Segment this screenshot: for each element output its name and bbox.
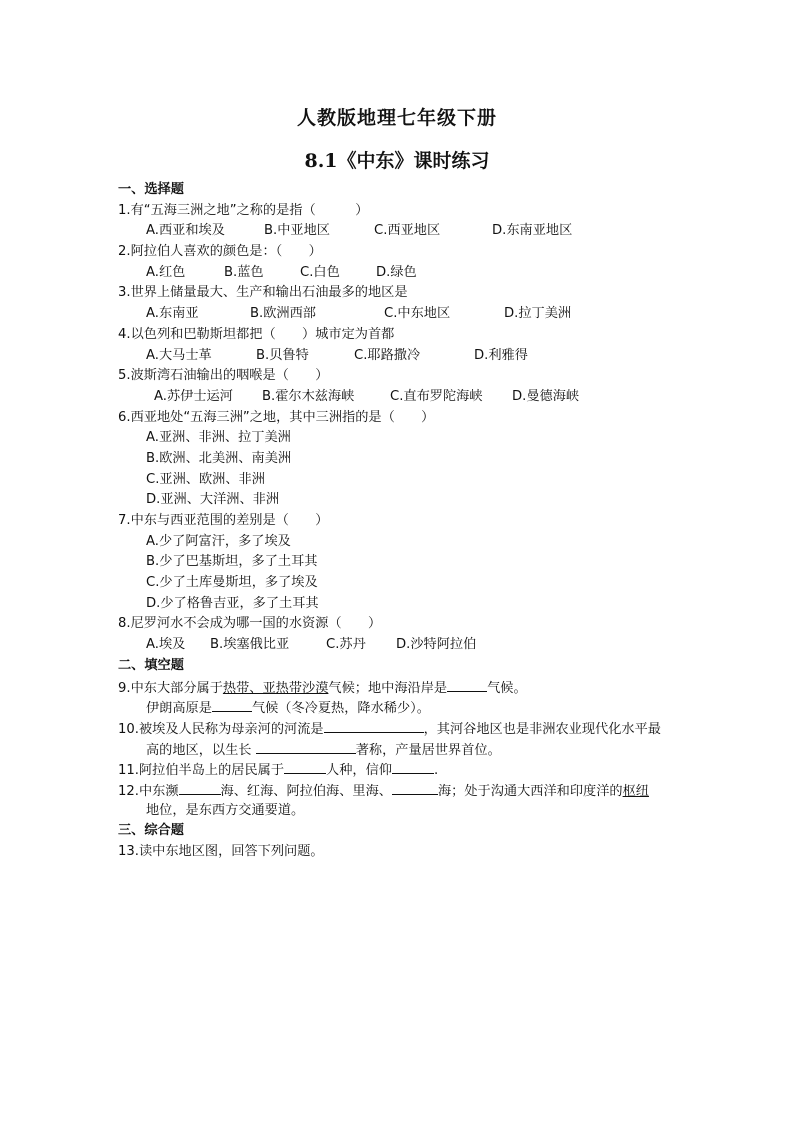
question-8-options xyxy=(118,635,708,656)
option-a: A.红色 xyxy=(146,264,186,280)
q12-text-2: 海、红海、阿拉伯海、里海、 xyxy=(220,783,392,799)
option-a: A.苏伊士运河 xyxy=(154,388,233,404)
question-7-option-a: A.少了阿富汗，多了埃及 xyxy=(146,533,291,549)
q9-text-5: 气候（冬冷夏热，降水稀少）。 xyxy=(251,701,430,717)
answer-blank[interactable] xyxy=(392,759,434,774)
q9-text-2: 气候；地中海沿岸是 xyxy=(328,680,448,696)
option-a: A.东南亚 xyxy=(146,306,199,322)
question-7-stem: 7.中东与西亚范围的差别是（ ） xyxy=(118,513,329,528)
option-a: A.大马士革 xyxy=(146,347,212,363)
option-d: D.曼德海峡 xyxy=(512,388,580,404)
q11-text-3: . xyxy=(433,763,439,779)
option-c: C.直布罗陀海峡 xyxy=(390,388,483,404)
question-4-stem: 4.以色列和巴勒斯坦都把（ ）城市定为首都 xyxy=(118,326,395,342)
question-7-option-b: B.少了巴基斯坦，多了土耳其 xyxy=(146,554,318,570)
worksheet-content xyxy=(118,180,708,863)
q12-text-4: 地位，是东西方交通要道。 xyxy=(146,802,305,818)
option-b: B.中亚地区 xyxy=(264,223,330,239)
option-b: B.蓝色 xyxy=(224,264,264,280)
option-d: D.绿色 xyxy=(376,264,417,280)
question-5-options xyxy=(118,387,708,408)
document-subtitle: 8.1《中东》课时练习 xyxy=(304,150,490,172)
option-d: D.东南亚地区 xyxy=(492,223,573,239)
question-1-stem: 1.有“五海三洲之地”之称的是指（ ） xyxy=(118,202,369,218)
q11-text-2: 人种，信仰 xyxy=(326,763,392,779)
question-13: 13.读中东地区图，回答下列问题。 xyxy=(118,844,324,859)
question-4-options xyxy=(118,346,708,367)
option-d: D.利雅得 xyxy=(474,347,528,363)
answer-blank[interactable] xyxy=(212,697,252,712)
section-heading-comprehensive: 三、综合题 xyxy=(118,823,184,839)
option-b: B.霍尔木兹海峡 xyxy=(262,388,355,404)
q10-text-2-cont: 高的地区，以生长 xyxy=(146,742,252,758)
option-c: C.耶路撒冷 xyxy=(354,347,421,363)
question-6-option-c: C.亚洲、欧洲、非洲 xyxy=(146,471,265,487)
question-10-line-2 xyxy=(118,739,708,760)
q12-text-3: 海；处于沟通大西洋和印度洋的 xyxy=(437,783,623,799)
option-a: A.西亚和埃及 xyxy=(146,223,225,239)
question-6-stem: 6.西亚地处“五海三洲”之地，其中三洲指的是（ ） xyxy=(118,409,435,425)
option-d: D.拉丁美洲 xyxy=(504,306,572,322)
section-heading-choice: 一、选择题 xyxy=(118,182,184,197)
option-b: B.欧洲西部 xyxy=(250,306,316,322)
question-9-line-1 xyxy=(118,677,708,698)
question-1-options xyxy=(118,221,708,242)
answer-blank[interactable] xyxy=(179,780,221,795)
q9-text-1: 9.中东大部分属于 xyxy=(118,680,223,696)
question-6-option-b: B.欧洲、北美洲、南美洲 xyxy=(146,450,292,466)
q9-text-4: 伊朗高原是 xyxy=(146,701,212,717)
option-c: C.白色 xyxy=(300,264,340,280)
question-3-options xyxy=(118,304,708,325)
q11-text-1: 11.阿拉伯半岛上的居民属于 xyxy=(118,763,285,779)
q10-text-1: 10.被埃及人民称为母亲河的河流是 xyxy=(118,721,324,737)
answer-blank[interactable] xyxy=(447,677,487,692)
question-7-option-d: D.少了格鲁吉亚，多了土耳其 xyxy=(146,595,319,611)
q9-text-3: 气候。 xyxy=(487,680,527,696)
q12-underlined-term: 枢纽 xyxy=(622,783,649,799)
option-b: B.埃塞俄比亚 xyxy=(210,637,290,653)
option-b: B.贝鲁特 xyxy=(256,347,309,363)
q12-text-1: 12.中东濒 xyxy=(118,783,179,799)
question-2-options xyxy=(118,263,708,284)
question-9-line-2 xyxy=(118,697,708,718)
option-a: A.埃及 xyxy=(146,637,186,653)
answer-blank[interactable] xyxy=(256,739,356,754)
question-2-stem: 2.阿拉伯人喜欢的颜色是：（ ） xyxy=(118,244,322,260)
question-6-option-a: A.亚洲、非洲、拉丁美洲 xyxy=(146,430,291,446)
question-10-line-1 xyxy=(118,718,708,739)
q9-underlined-term: 热带、亚热带沙漠 xyxy=(222,680,329,696)
answer-blank[interactable] xyxy=(392,780,438,795)
answer-blank[interactable] xyxy=(284,759,326,774)
question-12-line-1 xyxy=(118,780,708,801)
document-title: 人教版地理七年级下册 xyxy=(296,107,497,129)
option-c: C.西亚地区 xyxy=(374,223,441,239)
question-5-stem: 5.波斯湾石油输出的咽喉是（ ） xyxy=(118,368,329,384)
question-6-option-d: D.亚洲、大洋洲、非洲 xyxy=(146,492,280,508)
question-12-line-2 xyxy=(118,801,708,822)
question-11 xyxy=(118,759,708,780)
question-3-stem: 3.世界上储量最大、生产和输出石油最多的地区是 xyxy=(118,285,408,301)
q10-text-3: 著称，产量居世界首位。 xyxy=(355,742,501,758)
q10-text-2: ，其河谷地区也是非洲农业现代化水平最 xyxy=(423,721,661,737)
option-c: C.苏丹 xyxy=(326,637,366,653)
section-heading-fill: 二、填空题 xyxy=(118,657,184,673)
option-c: C.中东地区 xyxy=(384,306,451,322)
question-8-stem: 8.尼罗河水不会成为哪一国的水资源（ ） xyxy=(118,616,382,632)
answer-blank[interactable] xyxy=(324,718,424,733)
option-d: D.沙特阿拉伯 xyxy=(396,637,477,653)
question-7-option-c: C.少了土库曼斯坦，多了埃及 xyxy=(146,575,318,591)
